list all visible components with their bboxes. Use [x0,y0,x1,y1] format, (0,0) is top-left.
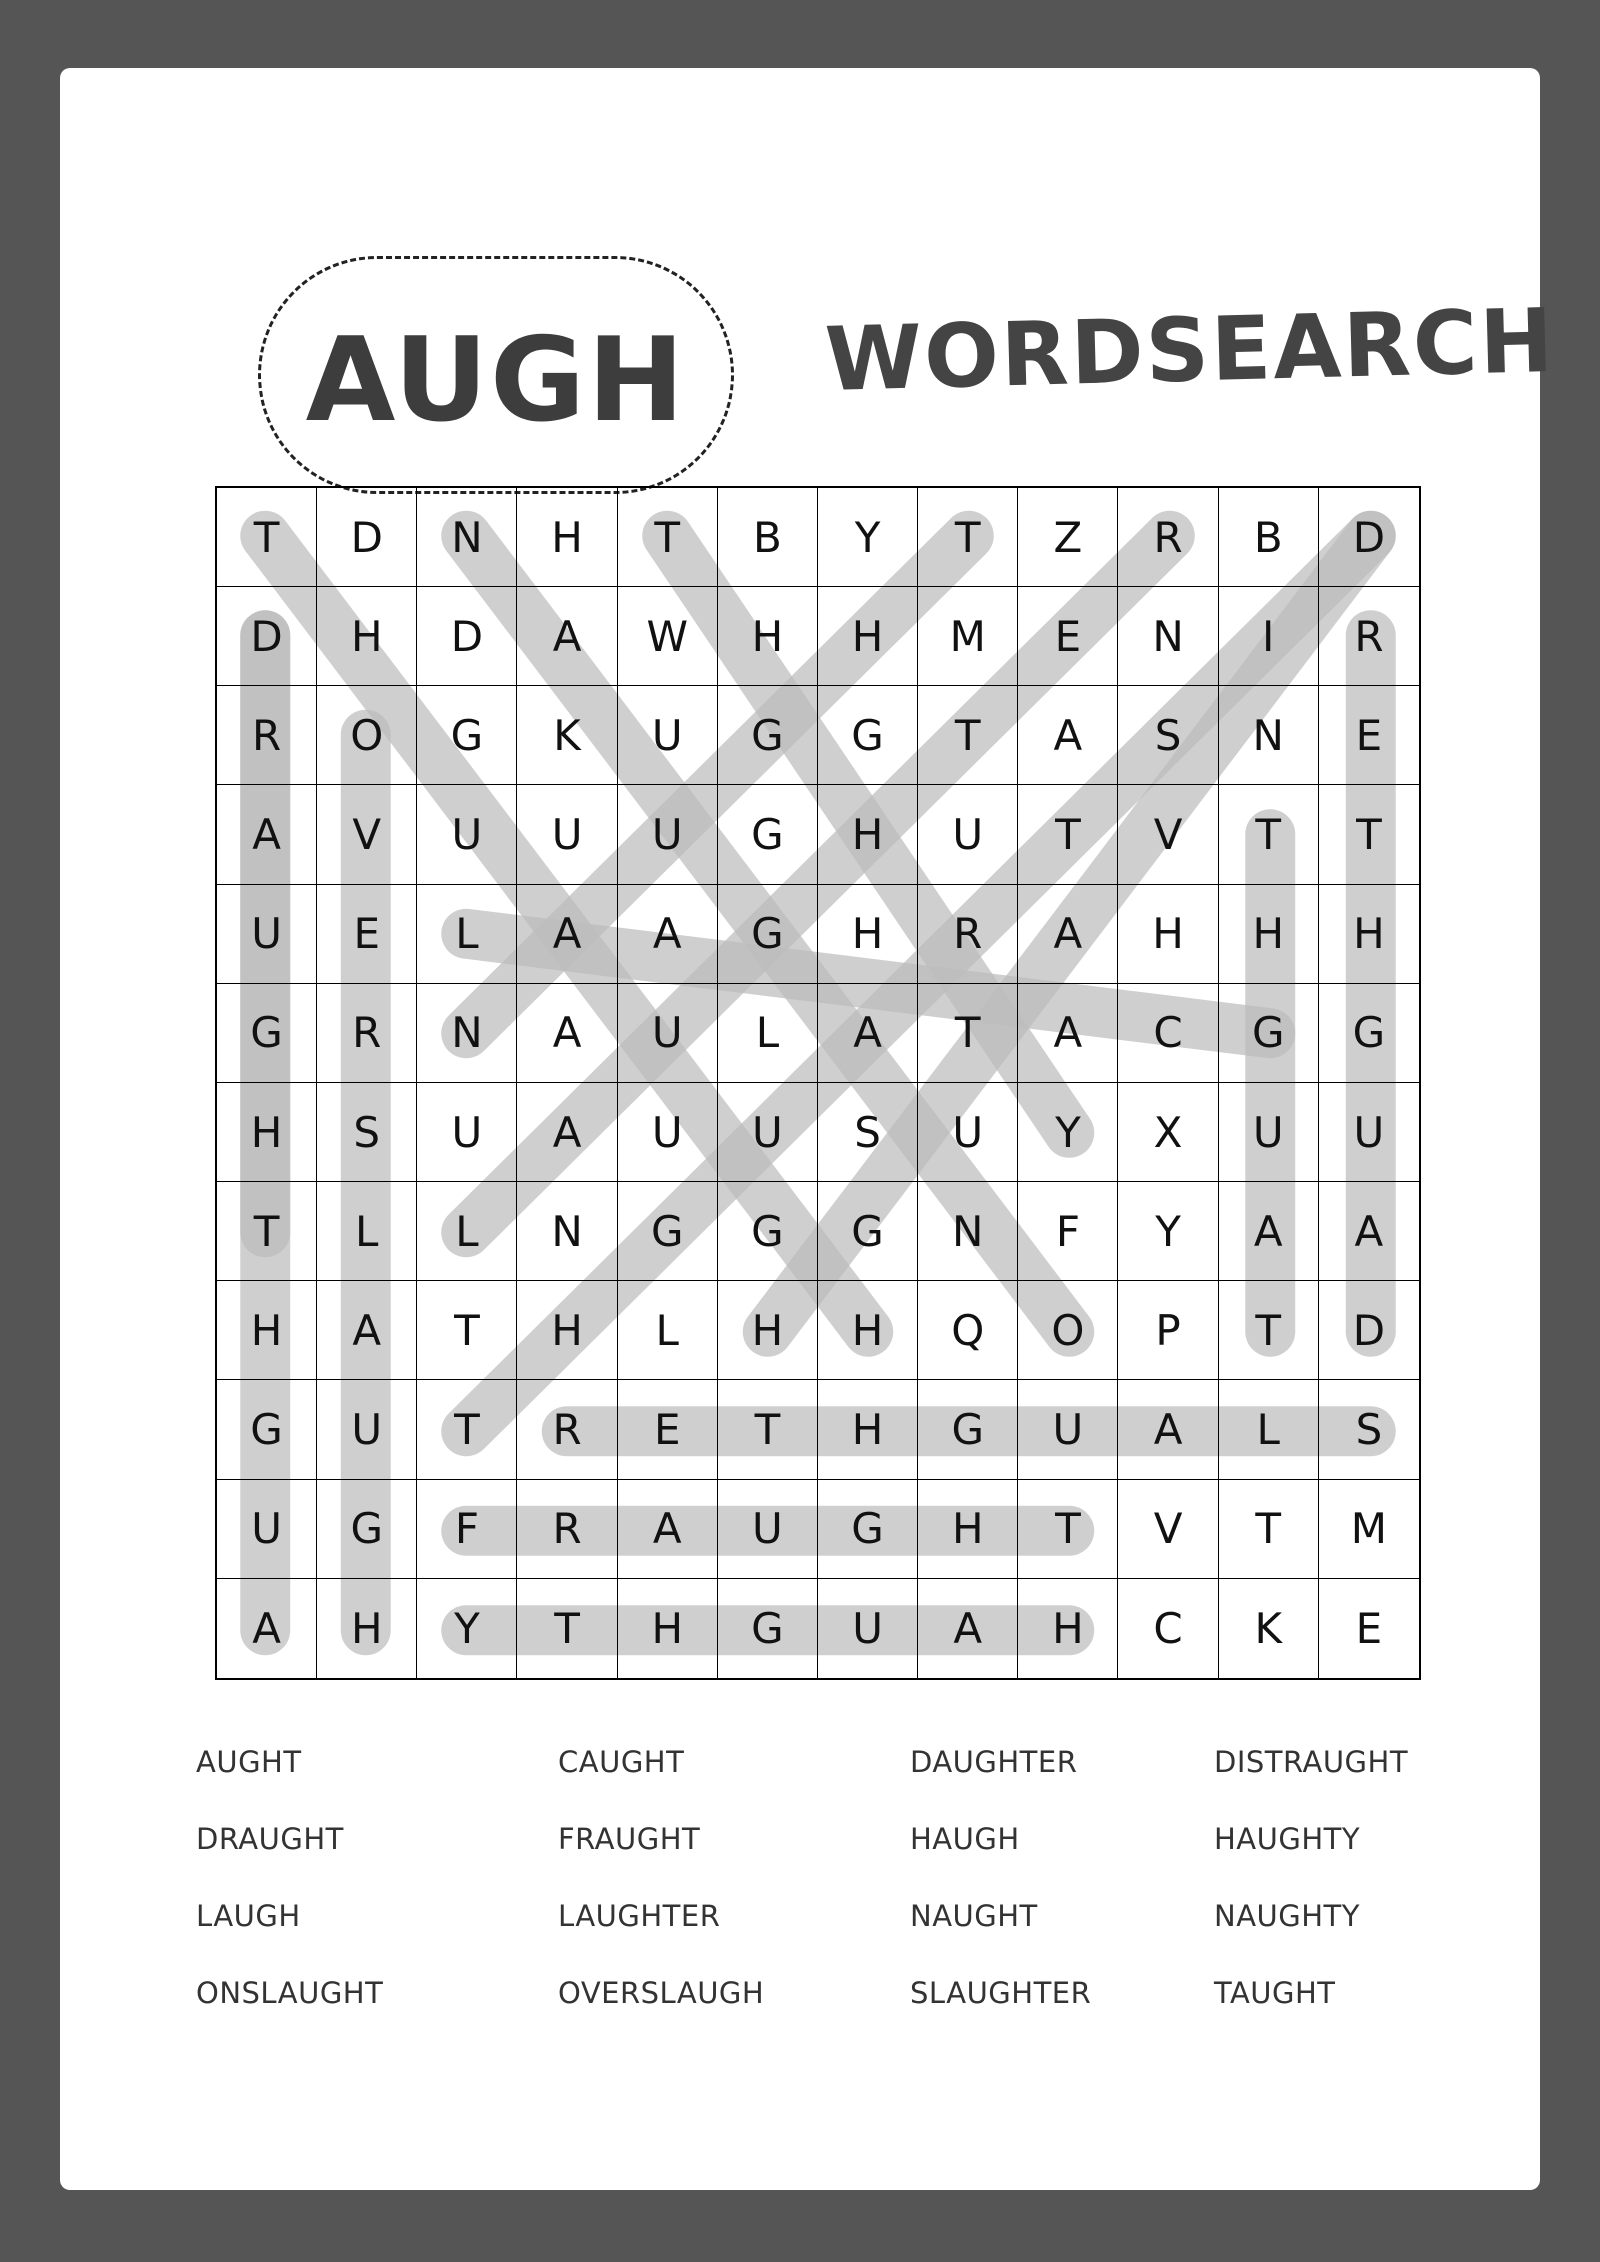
word-list-item: HAUGH [910,1822,1020,1856]
word-list-item: LAUGHTER [558,1899,721,1933]
grid-cell[interactable]: H [718,1281,818,1380]
grid-cell[interactable]: G [217,984,317,1083]
word-list-item: SLAUGHTER [910,1976,1092,2010]
grid-cell[interactable]: A [1319,1182,1419,1281]
grid-cell[interactable]: U [918,1083,1018,1182]
grid-cell[interactable]: E [317,885,417,984]
grid-cell[interactable]: U [818,1579,918,1678]
grid-cell[interactable]: N [1219,686,1319,785]
word-list-item: HAUGHTY [1214,1822,1361,1856]
grid-cell[interactable]: U [718,1083,818,1182]
grid-cell[interactable]: U [217,1480,317,1579]
word-list-item: NAUGHTY [1214,1899,1360,1933]
word-list-item: NAUGHT [910,1899,1038,1933]
grid-cell[interactable]: S [317,1083,417,1182]
grid-cell[interactable]: E [1355,1603,1383,1653]
grid-cell[interactable]: T [918,984,1018,1083]
grid-cell[interactable]: U [618,984,718,1083]
grid-cell[interactable]: L [618,1281,718,1380]
grid-cell[interactable]: A [918,1579,1018,1678]
grid-cell[interactable]: A [517,984,617,1083]
grid-cell[interactable]: G [1319,984,1419,1083]
grid-cell[interactable]: A [1018,686,1118,785]
grid-cell[interactable]: A [618,885,718,984]
grid-cell[interactable]: D [317,488,417,587]
grid-cell[interactable]: T [718,1380,818,1479]
grid-cell[interactable]: H [1018,1579,1118,1678]
grid-cell[interactable]: L [1219,1380,1319,1479]
grid-cell[interactable]: B [1219,488,1319,587]
word-list-item: OVERSLAUGH [558,1976,765,2010]
word-list-item: CAUGHT [558,1745,685,1779]
grid-cell[interactable]: Y [1018,1083,1118,1182]
grid-cell[interactable]: R [217,686,317,785]
word-list-item: DISTRAUGHT [1214,1745,1409,1779]
grid-cell[interactable]: H [1118,885,1218,984]
word-list-item: FRAUGHT [558,1822,701,1856]
grid-cell[interactable]: G [718,1579,818,1678]
grid-cell[interactable]: E [1018,587,1118,686]
grid-cell[interactable]: T [1219,1281,1319,1380]
grid-cell[interactable]: D [1319,1281,1419,1380]
grid-cell[interactable]: O [317,686,417,785]
grid-cell[interactable]: H [918,1480,1018,1579]
grid-cell[interactable]: C [1118,1579,1218,1678]
grid-cell[interactable]: R [517,1480,617,1579]
grid-cell[interactable]: T [1018,785,1118,884]
grid-cell[interactable]: H [317,587,417,686]
word-list-item: DRAUGHT [196,1822,344,1856]
word-list-item: LAUGH [196,1899,301,1933]
grid-cell[interactable]: N [417,488,517,587]
grid-cell[interactable]: P [1118,1281,1218,1380]
grid-cell[interactable]: H [818,1380,918,1479]
word-search-grid [215,486,1421,1680]
grid-cell[interactable]: Y [1118,1182,1218,1281]
grid-cell[interactable]: H [718,587,818,686]
page-title: AUGH [305,312,687,448]
grid-cell[interactable]: R [517,1380,617,1479]
grid-cell[interactable]: Y [417,1579,517,1678]
grid-cell[interactable]: T [618,488,718,587]
grid-cell[interactable]: D [417,587,517,686]
grid-cell[interactable]: G [818,686,918,785]
grid-cell[interactable]: M [1319,1480,1419,1579]
grid-cell[interactable]: U [217,885,317,984]
grid-cell[interactable]: S [1118,686,1218,785]
grid-cell[interactable]: S [1319,1380,1419,1479]
word-list-item: TAUGHT [1214,1976,1336,2010]
grid-cell[interactable]: T [1219,785,1319,884]
grid-cell[interactable]: G [317,1480,417,1579]
grid-cell[interactable]: G [918,1380,1018,1479]
grid-cell[interactable]: E [618,1380,718,1479]
grid-cell[interactable]: A [1018,984,1118,1083]
grid-cell[interactable]: A [1018,885,1118,984]
grid-cell[interactable]: T [517,1579,617,1678]
word-list-item: DAUGHTER [910,1745,1078,1779]
grid-cell[interactable]: T [918,488,1018,587]
title-badge [258,256,734,494]
grid-cell[interactable]: H [818,587,918,686]
grid-cell[interactable]: A [517,587,617,686]
grid-cell[interactable]: H [1219,885,1319,984]
grid-cell[interactable]: K [1219,1579,1319,1678]
grid-cell[interactable]: H [217,1083,317,1182]
grid-cell[interactable]: X [1118,1083,1218,1182]
grid-cell[interactable]: R [317,984,417,1083]
grid-cell[interactable]: A [1118,1380,1218,1479]
grid-cell[interactable]: K [517,686,617,785]
grid-cell[interactable]: D [217,587,317,686]
grid-cell[interactable]: C [1118,984,1218,1083]
grid-cell[interactable]: H [1319,885,1419,984]
grid-cell[interactable]: A [618,1480,718,1579]
grid-cell[interactable]: N [517,1182,617,1281]
grid-cell[interactable]: G [217,1380,317,1479]
grid-cell[interactable]: A [818,984,918,1083]
grid-cell[interactable]: G [718,686,818,785]
grid-cell[interactable]: U [618,785,718,884]
grid-cell[interactable]: H [818,1281,918,1380]
grid-cell[interactable]: V [1118,785,1218,884]
grid-cell[interactable]: T [417,1380,517,1479]
grid-cell[interactable]: A [217,1579,317,1678]
grid-cell[interactable]: U [1319,1083,1419,1182]
grid-cell[interactable]: S [818,1083,918,1182]
grid-cell[interactable]: O [1018,1281,1118,1380]
grid-cell[interactable]: U [1219,1083,1319,1182]
grid-cell[interactable]: T [1018,1480,1118,1579]
grid-cell[interactable]: I [1219,587,1319,686]
grid-cell[interactable]: R [1319,587,1419,686]
grid-cell[interactable]: U [517,785,617,884]
grid-cell[interactable]: H [517,1281,617,1380]
grid-cell[interactable]: G [718,1182,818,1281]
grid-cell[interactable]: H [317,1579,417,1678]
grid-cell[interactable]: T [1319,785,1419,884]
grid-cell[interactable]: W [618,587,718,686]
grid-cell[interactable]: H [818,885,918,984]
grid-cell[interactable]: F [1018,1182,1118,1281]
grid-cell[interactable]: U [1018,1380,1118,1479]
grid-cell[interactable]: R [918,885,1018,984]
grid-cell[interactable]: G [718,785,818,884]
grid-cell[interactable]: M [918,587,1018,686]
grid-cell[interactable]: U [317,1380,417,1479]
grid-cell[interactable]: A [517,1083,617,1182]
grid-cell[interactable]: H [818,785,918,884]
grid-cell[interactable]: D [1319,488,1419,587]
grid-cell[interactable]: H [217,1281,317,1380]
grid-cell[interactable]: G [818,1480,918,1579]
grid-cell[interactable]: L [317,1182,417,1281]
grid-cell[interactable]: G [718,885,818,984]
grid-cell[interactable]: G [618,1182,718,1281]
grid-cell[interactable]: E [1319,686,1419,785]
grid-cell[interactable]: N [417,984,517,1083]
grid-cell[interactable]: N [1118,587,1218,686]
grid-cell[interactable]: A [1219,1182,1319,1281]
letter-grid [215,486,1421,1680]
grid-cell[interactable]: U [417,1083,517,1182]
grid-cell[interactable]: B [718,488,818,587]
grid-cell[interactable]: G [417,686,517,785]
grid-cell[interactable]: U [718,1480,818,1579]
grid-cell[interactable]: G [1219,984,1319,1083]
page-subtitle: WORDSEARCH [823,288,1557,411]
grid-cell[interactable]: L [417,1182,517,1281]
grid-cell[interactable]: L [417,885,517,984]
grid-cell[interactable]: T [417,1281,517,1380]
grid-cell[interactable]: H [618,1579,718,1678]
grid-cell[interactable]: U [618,1083,718,1182]
grid-cell[interactable]: L [718,984,818,1083]
grid-cell[interactable]: U [618,686,718,785]
grid-cell[interactable]: Y [818,488,918,587]
grid-cell[interactable]: U [417,785,517,884]
word-list [196,1745,1456,2045]
grid-cell[interactable]: V [317,785,417,884]
grid-cell[interactable]: N [918,1182,1018,1281]
grid-cell[interactable]: R [1118,488,1218,587]
grid-cell[interactable]: T [217,488,317,587]
grid-cell[interactable]: T [918,686,1018,785]
grid-cell[interactable]: A [317,1281,417,1380]
word-list-item: ONSLAUGHT [196,1976,384,2010]
word-list-item: AUGHT [196,1745,302,1779]
grid-cell[interactable]: T [217,1182,317,1281]
grid-cell[interactable]: Q [918,1281,1018,1380]
grid-cell[interactable]: U [918,785,1018,884]
grid-cell[interactable]: T [1219,1480,1319,1579]
grid-cell[interactable]: V [1118,1480,1218,1579]
grid-cell[interactable]: A [217,785,317,884]
grid-cell[interactable]: Z [1018,488,1118,587]
grid-cell[interactable]: H [517,488,617,587]
grid-cell[interactable]: F [417,1480,517,1579]
grid-cell[interactable]: G [818,1182,918,1281]
grid-cell[interactable]: A [517,885,617,984]
